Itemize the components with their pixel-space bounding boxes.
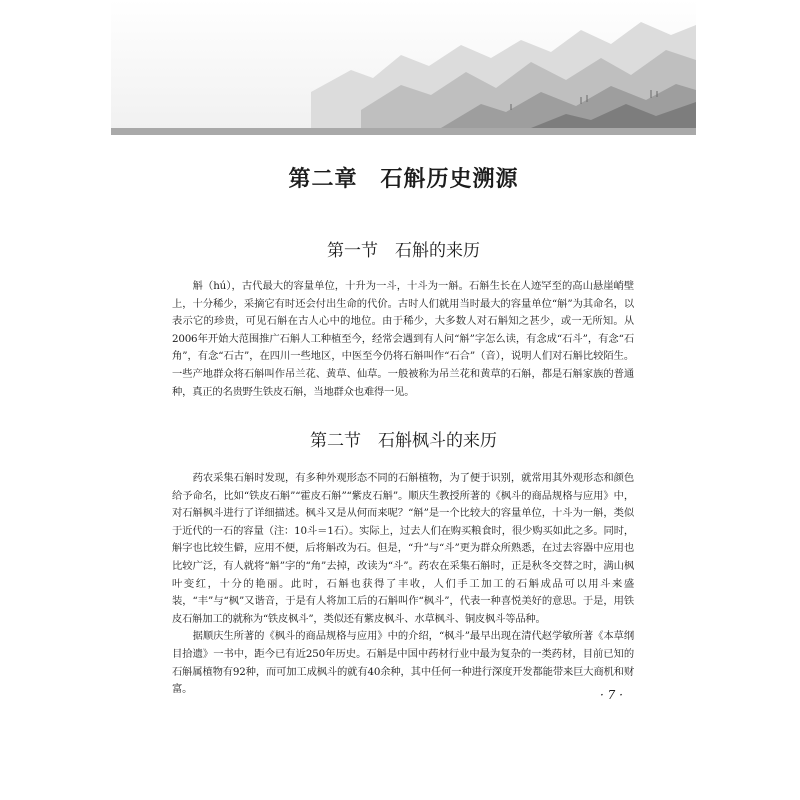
section-title: 第一节 石斛的来历 xyxy=(327,241,480,261)
section-title: 第二节 石斛枫斗的来历 xyxy=(310,431,497,451)
banner-divider-bar xyxy=(111,128,696,135)
body-paragraph: 斛（hú），古代最大的容量单位，十升为一斗，十斗为一斛。石斛生长在人迹罕至的高山悬崖峭壁上，十分稀少，采摘它有时还会付出生命的代价。古时人们就用当时最大的容量单位“斛”为其命名，以表示它的珍贵，可见石斛在古人心中的地位。由于稀少，大多数人对石斛知之甚少，或一无所知。从2006年开始大范围推广石斛人工种植至今，经常会遇到有人问“斛”字怎么读，有念成“石斗”，有念“石角”，有念“石古”，在四川一些地区，中医至今仍将石斛叫作“石合”（音），说明人们对石斛比较陌生。一些产地群众将石斛叫作吊兰花、黄草、仙草。一般被称为吊兰花和黄草的石斛，都是石斛家族的普通种，真正的名贵野生铁皮石斛，当地群众也难得一见。 xyxy=(172,280,634,398)
section-body xyxy=(172,278,634,401)
section-body xyxy=(172,470,634,699)
body-paragraph: 药农采集石斛时发现，有多种外观形态不同的石斛植物，为了便于识别，就常用其外观形态和颜色给予命名，比如“铁皮石斛”“霍皮石斛”“紫皮石斛”。顺庆生教授所著的《枫斗的商品规格与应用》中，对石斛枫斗进行了详细描述。枫斗又是从何而来呢？“斛”是一个比较大的容量单位，十斗为一斛，类似于近代的一石的容量（注：10斗＝1石）。实际上，过去人们在购买粮食时，很少购买如此之多。同时，斛字也比较生僻，应用不便，后将斛改为石。但是，“升”与“斗”更为群众所熟悉，在过去容器中应用也比较广泛，有人就将“斛”字的“角”去掉，改读为“斗”。药农在采集石斛时，正是秋冬交替之时，满山枫叶变红，十分的艳丽。此时，石斛也获得了丰收，人们手工加工的石斛成品可以用斗来盛装，“丰”与“枫”又谐音，于是有人将加工后的石斛叫作“枫斗”，代表一种喜悦美好的意思。于是，用铁皮石斛加工的就称为“铁皮枫斗”，类似还有紫皮枫斗、水草枫斗、铜皮枫斗等品种。 xyxy=(172,472,634,625)
ink-landscape-banner xyxy=(111,0,696,128)
page-number: · 7 · xyxy=(600,688,623,702)
chapter-title: 第二章 石斛历史溯源 xyxy=(288,166,519,192)
mountain-illustration-icon xyxy=(111,0,696,128)
body-paragraph: 据顺庆生所著的《枫斗的商品规格与应用》中的介绍，“枫斗”最早出现在清代赵学敏所著《本草纲目拾遗》一书中，距今已有近250年历史。石斛是中国中药材行业中最为复杂的一类药材，目前已知的石斛属植物有92种，而可加工成枫斗的就有40余种，其中任何一种进行深度开发都能带来巨大商机和财富。 xyxy=(172,630,634,696)
